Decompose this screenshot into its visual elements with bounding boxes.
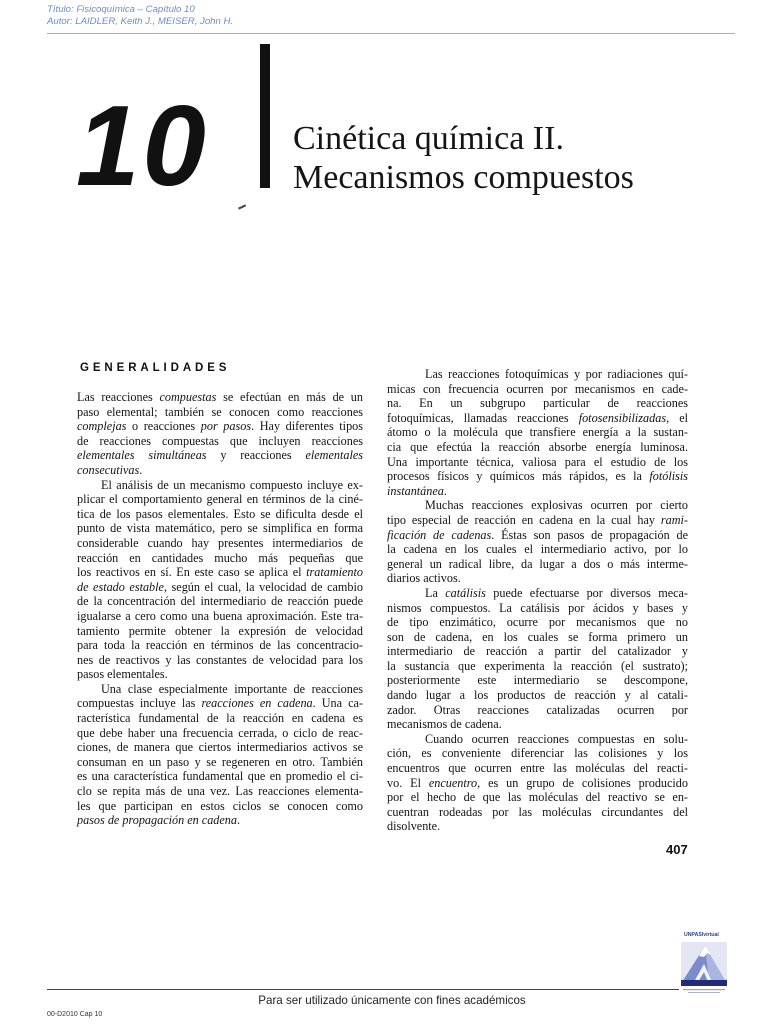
header-divider	[47, 33, 735, 34]
text-line	[387, 542, 688, 557]
chapter-title-line-1: Cinética química II.	[293, 120, 564, 157]
text-line	[387, 761, 688, 776]
text-run: , es un grupo de colisiones producido	[477, 775, 688, 790]
emphasis-run: compuestas	[159, 390, 217, 404]
paragraph	[77, 682, 363, 828]
emphasis-run: instantánea	[387, 483, 444, 498]
text-run: procesos físicos y químicos más rápidos, es la	[387, 469, 650, 484]
text-line	[387, 659, 688, 674]
text-line	[77, 419, 363, 434]
document-author-line: Autor: LAIDLER, Keith J., MEISER, John H.	[47, 16, 234, 27]
text-line	[77, 653, 363, 668]
chapter-divider-bar	[260, 44, 270, 188]
text-run: Las reacciones	[77, 390, 160, 404]
text-line	[387, 776, 688, 791]
text-line	[387, 382, 688, 397]
emphasis-run: elementales simultáneas	[77, 448, 207, 463]
emphasis-run: ficación de cadenas	[387, 527, 492, 542]
text-run: les que participan en estos ciclos se conocen como	[77, 798, 363, 813]
text-run: por el hecho de que las moléculas del reactivo se en-	[387, 790, 688, 805]
text-run: ciones, de manera que ciertos intermediarios activos se	[77, 740, 363, 755]
emphasis-run: reacciones en cadena	[201, 696, 313, 711]
emphasis-run: fotosensibilizadas	[578, 410, 667, 425]
institution-logo	[679, 929, 729, 997]
text-run: La	[425, 585, 446, 600]
text-run: intermediario de reacción a partir del catalizador y	[387, 644, 688, 659]
text-run: fotoquímicas, llamadas reacciones	[387, 410, 579, 425]
text-line	[77, 521, 363, 536]
text-line	[77, 799, 363, 814]
emphasis-run: consecutivas	[77, 462, 140, 477]
emphasis-run: tratamiento	[306, 565, 363, 580]
text-line	[387, 586, 688, 601]
text-run: átomo o la molécula que transfiere energía a la sustan-	[387, 425, 688, 440]
text-run: compuestas incluye las	[77, 696, 202, 711]
text-line	[387, 601, 688, 616]
paragraph	[387, 367, 688, 498]
text-run: diarios activos.	[387, 571, 461, 586]
text-run: para toda la reacción en términos de las concentracio-	[77, 638, 363, 653]
text-run: encuentros que ocurren entre las moléculas del reacti-	[387, 761, 688, 776]
text-line	[77, 682, 363, 697]
section-heading: GENERALIDADES	[80, 362, 231, 374]
text-run: Muchas reacciones explosivas ocurren por cierto	[425, 498, 688, 513]
text-run: reacción en cantidades mucho más pequeñas que	[77, 550, 363, 565]
text-run: zador. Otras reacciones catalizadas ocurren por	[387, 702, 688, 717]
text-line	[77, 813, 363, 828]
text-run: es una característica fundamental que en promedio el ci-	[77, 769, 363, 784]
emphasis-run: por pasos	[200, 419, 252, 434]
paragraph	[387, 586, 688, 732]
text-line	[387, 630, 688, 645]
text-line	[77, 594, 363, 609]
text-line	[387, 746, 688, 761]
text-run: que debe haber una frecuencia cerrada, o ciclo de reac-	[77, 725, 363, 740]
document-title-line: Título: Fisicoquímica – Capítulo 10	[47, 4, 195, 15]
text-run: plicar el comportamiento general en términos de la ciné-	[77, 492, 363, 507]
paragraph	[77, 390, 363, 478]
text-line	[387, 455, 688, 470]
text-run: punto de vista matemático, pero se simplifica en forma	[77, 521, 363, 536]
left-column	[77, 390, 363, 828]
text-line	[77, 638, 363, 653]
text-run: racterística fundamental de la reacción en cadena es	[77, 711, 363, 726]
text-run: . Hay diferentes tipos	[251, 419, 363, 434]
text-run: Cuando ocurren reacciones compuestas en solu-	[425, 731, 688, 746]
text-line	[77, 624, 363, 639]
text-run: tica de los pasos elementales. Esto se dificulta desde el	[77, 506, 363, 521]
text-line	[77, 492, 363, 507]
text-line	[77, 696, 363, 711]
emphasis-run: catálisis	[445, 585, 486, 600]
mountain-logo-icon	[679, 940, 729, 997]
text-run: puede efectuarse por diversos meca-	[485, 585, 688, 600]
emphasis-run: de estado estable	[77, 579, 164, 594]
text-run: de tipo enzimático, ocurre por mecanismos que no	[387, 615, 688, 630]
text-line	[387, 790, 688, 805]
text-run: general un radical libre, da lugar a dos o más interme-	[387, 556, 688, 571]
text-run: paso elemental; también se conocen como reacciones	[77, 404, 363, 419]
text-run: disolvente.	[387, 819, 441, 834]
footer-rule	[47, 989, 679, 990]
text-line	[77, 536, 363, 551]
text-run: ción, es conveniente diferenciar las colisiones y los	[387, 746, 688, 761]
text-line	[77, 434, 363, 449]
text-line	[77, 390, 363, 405]
text-run: se efectúan en más de un	[216, 390, 363, 404]
text-line	[387, 528, 688, 543]
chapter-title-line-2: Mecanismos compuestos	[293, 159, 634, 196]
text-run: o reacciones	[126, 419, 201, 434]
text-line	[77, 463, 363, 478]
text-line	[387, 644, 688, 659]
text-run: . Una ca-	[312, 696, 363, 711]
text-run: pasos elementales.	[77, 667, 168, 682]
text-line	[77, 405, 363, 420]
text-line	[77, 784, 363, 799]
text-run: cia que efectúa la reacción absorbe energía luminosa.	[387, 439, 688, 454]
text-line	[387, 367, 688, 382]
text-line	[387, 469, 688, 484]
text-line	[387, 717, 688, 732]
paragraph	[387, 732, 688, 834]
text-line	[387, 688, 688, 703]
text-run: de la concentración del intermediario de reacción puede	[77, 594, 363, 609]
text-line	[77, 609, 363, 624]
paragraph	[77, 478, 363, 682]
text-line	[77, 507, 363, 522]
text-run: clo se repita más de una vez. Las reacciones elementa-	[77, 784, 363, 799]
text-line	[77, 448, 363, 463]
text-line	[387, 498, 688, 513]
text-run: de reacciones compuestas que incluyen reacciones	[77, 433, 363, 448]
text-line	[387, 425, 688, 440]
right-column	[387, 367, 688, 834]
text-line	[77, 551, 363, 566]
text-run: tamiento permite obtener la expresión de velocidad	[77, 623, 363, 638]
text-line	[387, 673, 688, 688]
emphasis-run: fotólisis	[649, 469, 688, 484]
text-run: y reacciones	[206, 448, 306, 463]
text-run: cuentran rodeadas por las moléculas circundantes del	[387, 804, 688, 819]
text-line	[387, 615, 688, 630]
text-run: na. En un subgrupo particular de reacciones	[387, 396, 688, 411]
text-line	[387, 440, 688, 455]
text-run: mecanismos de cadena.	[387, 717, 502, 732]
text-line	[77, 726, 363, 741]
emphasis-run: encuentro	[428, 775, 478, 790]
text-line	[387, 805, 688, 820]
text-run: Una clase especialmente importante de reacciones	[101, 681, 363, 696]
text-line	[77, 478, 363, 493]
text-line	[387, 703, 688, 718]
text-run: Una importante técnica, valiosa para el estudio de los	[387, 454, 688, 469]
text-run: consuman en un paso y se regeneren en otro. También	[77, 754, 363, 769]
text-run: tipo especial de reacción en cadena en la cual hay	[387, 512, 661, 527]
chapter-title	[293, 119, 634, 197]
page-number: 407	[666, 842, 688, 857]
text-run: los reactivos en sí. En este caso se aplica el	[77, 565, 307, 580]
text-run: dando lugar a los productos de reacción y al catali-	[387, 688, 688, 703]
text-line	[387, 513, 688, 528]
text-run: . Éstas son pasos de propagación de	[491, 527, 688, 542]
emphasis-run: complejas	[77, 419, 127, 434]
text-run: , el	[666, 410, 688, 425]
text-run: .	[237, 813, 241, 828]
emphasis-run: elementales	[305, 448, 363, 463]
text-line	[77, 769, 363, 784]
scan-mark	[238, 204, 246, 209]
paragraph	[387, 498, 688, 586]
text-run: .	[139, 462, 143, 477]
emphasis-run: pasos de propagación en cadena	[77, 813, 237, 828]
text-run: nes de reactivos y las constantes de velocidad para los	[77, 652, 363, 667]
emphasis-run: rami-	[660, 512, 688, 527]
text-line	[77, 580, 363, 595]
text-run: considerable cuando hay presentes intermediarios de	[77, 535, 363, 550]
text-line	[387, 819, 688, 834]
text-line	[387, 557, 688, 572]
footer-notice: Para ser utilizado únicamente con fines académicos	[258, 994, 526, 1007]
logo-label: UNPASIvirtual	[684, 932, 719, 938]
text-run: igualarse a cero como una buena aproximación. Este tra-	[77, 608, 363, 623]
text-run: nismos compuestos. La catálisis por ácidos y bases y	[387, 600, 688, 615]
text-run: El análisis de un mecanismo compuesto incluye ex-	[101, 477, 363, 492]
text-run: son de cadena, en los cuales se forma primero un	[387, 629, 688, 644]
text-run: posteriormente este intermediario se descompone,	[387, 673, 688, 688]
text-run: vo. El	[387, 775, 429, 790]
text-line	[387, 571, 688, 586]
text-line	[77, 565, 363, 580]
text-run: micas con frecuencia ocurren por mecanismos en cade-	[387, 381, 688, 396]
text-run: la cadena en los cuales el intermediario activo, por lo	[387, 542, 688, 557]
text-line	[77, 755, 363, 770]
text-line	[77, 667, 363, 682]
chapter-number: 10	[76, 83, 209, 210]
text-line	[387, 732, 688, 747]
text-run: Las reacciones fotoquímicas y por radiaciones quí-	[425, 367, 688, 381]
text-run: .	[443, 483, 447, 498]
text-line	[77, 740, 363, 755]
text-line	[77, 711, 363, 726]
text-run: la sustancia que experimenta la reacción (el sustrato);	[387, 658, 688, 673]
text-line	[387, 411, 688, 426]
text-line	[387, 484, 688, 499]
text-line	[387, 396, 688, 411]
footer-code: 00-D2010 Cap 10	[47, 1011, 103, 1018]
text-run: , según el cual, la velocidad de cambio	[163, 579, 363, 594]
